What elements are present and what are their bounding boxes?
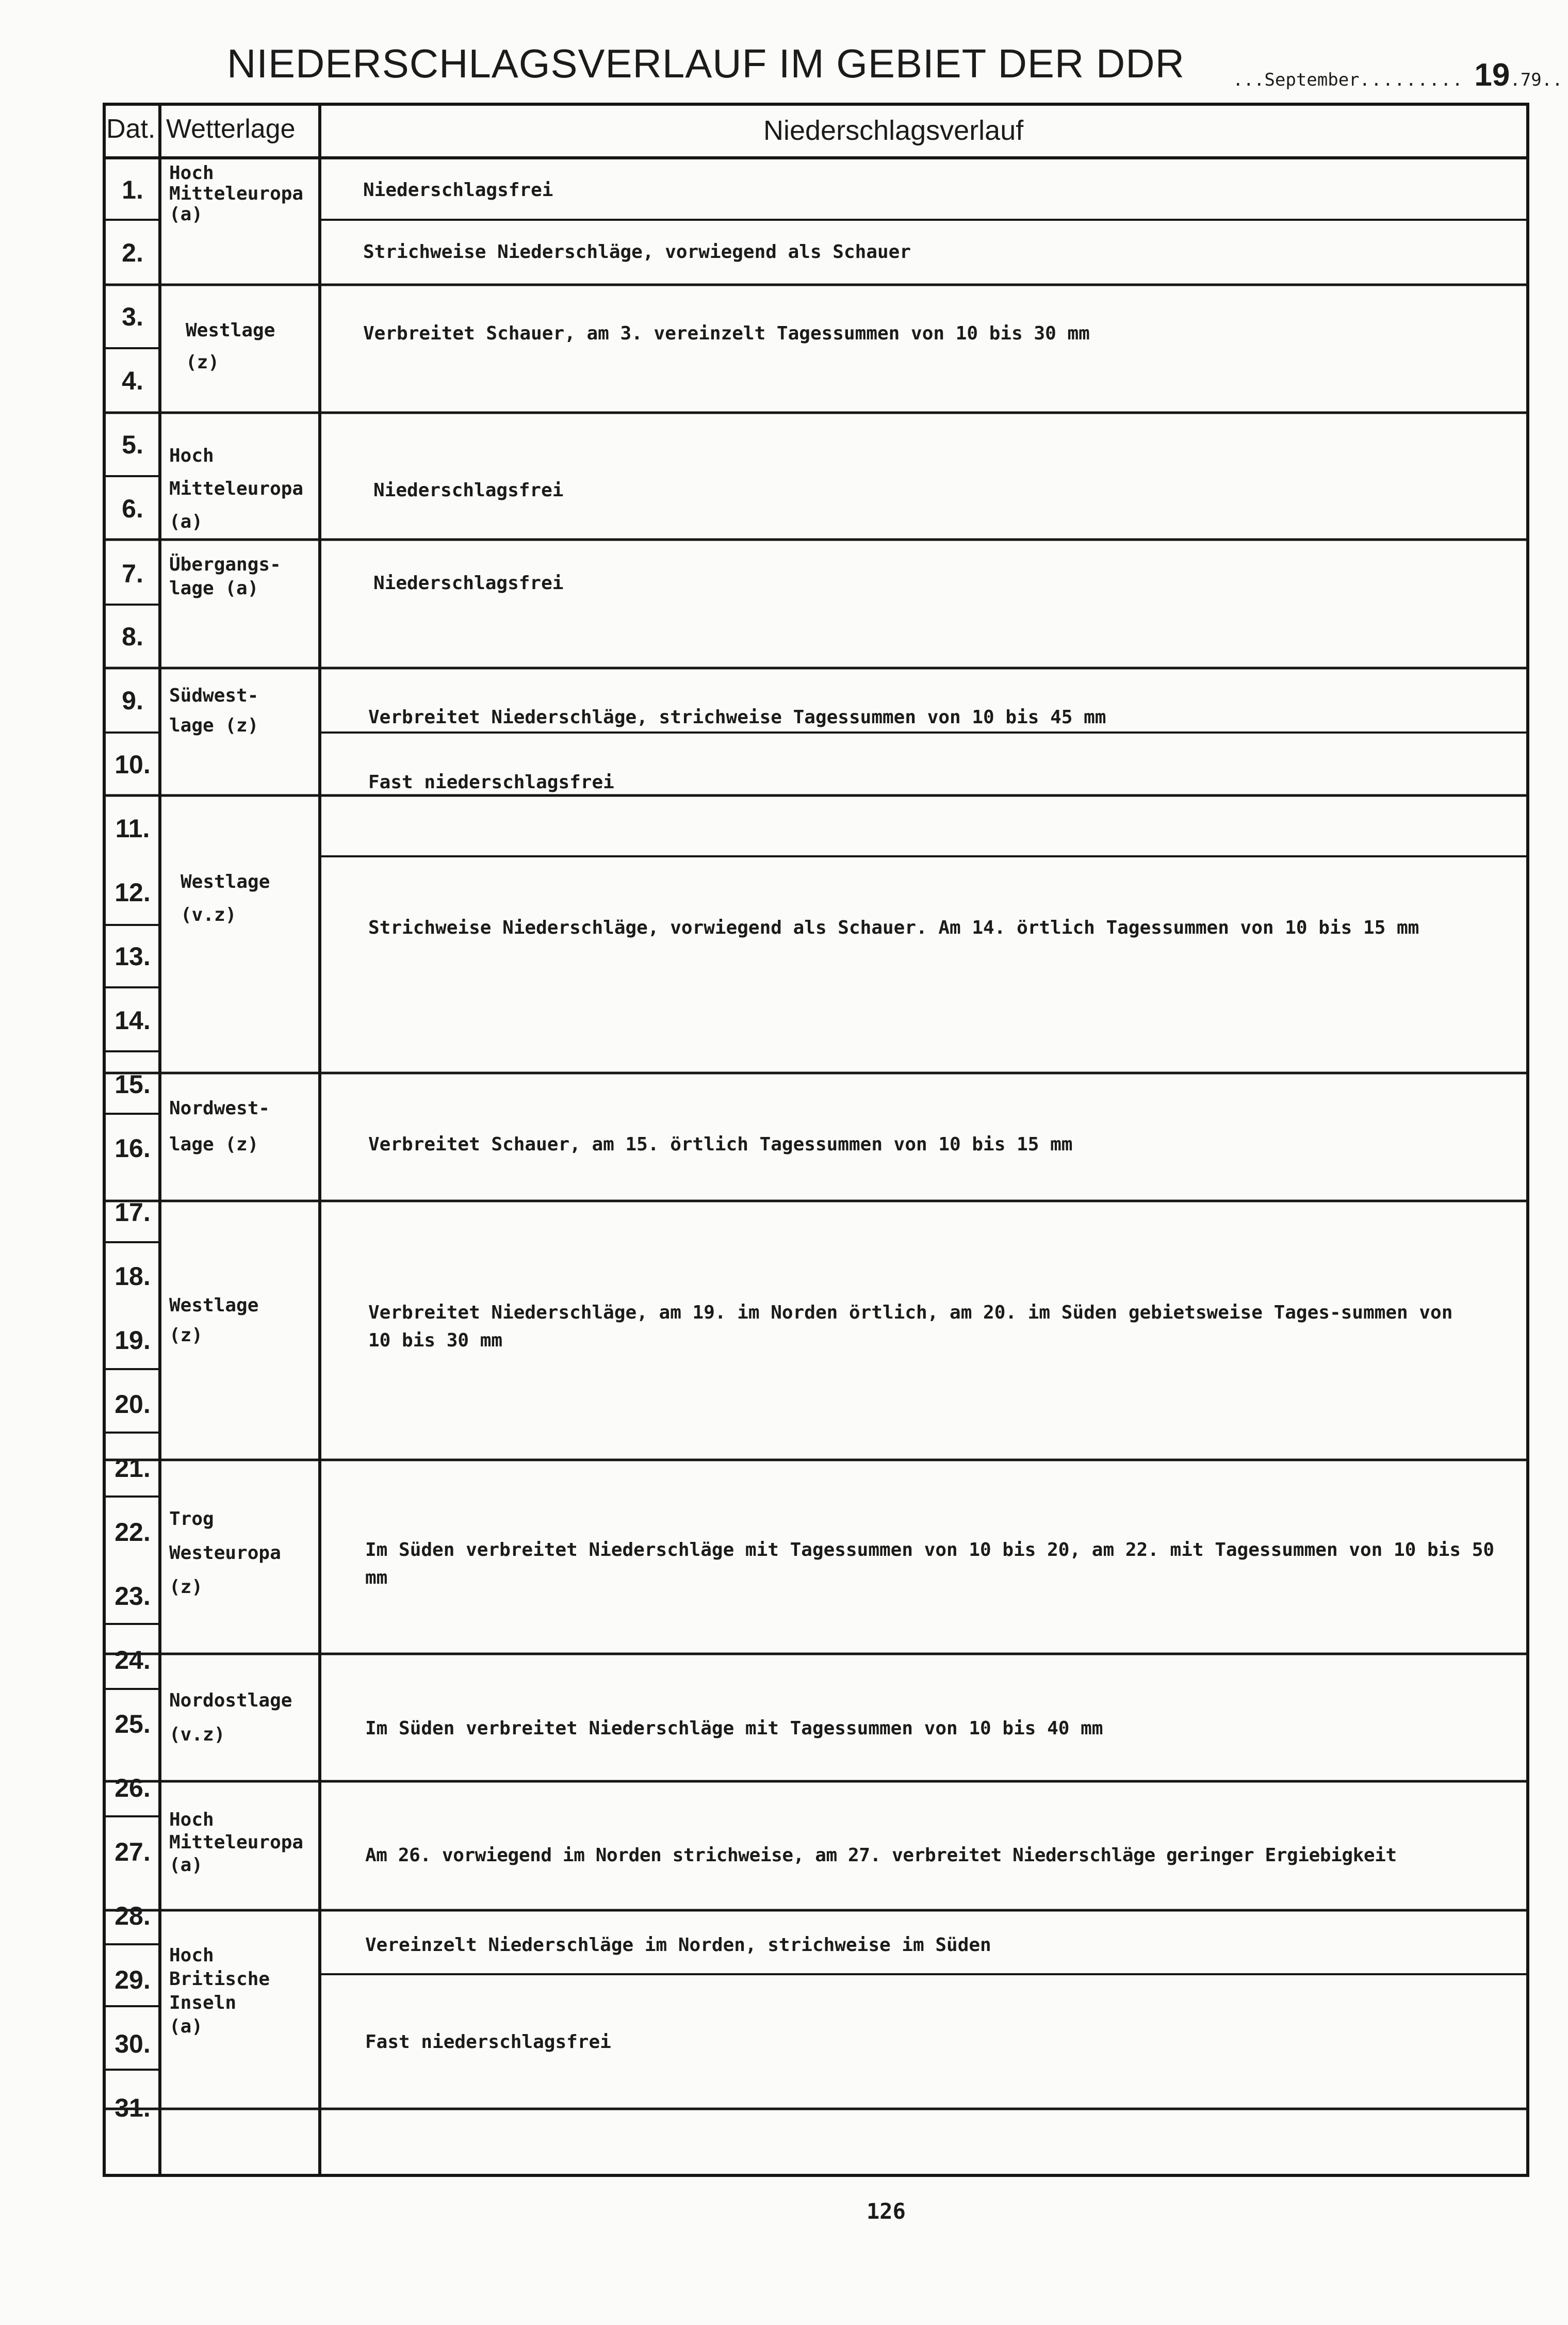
date-label: 23. — [115, 1582, 151, 1611]
precipitation-description: Verbreitet Niederschläge, strichweise Tagessummen von 10 bis 45 mm — [368, 707, 1106, 728]
date-label: 11. — [115, 814, 150, 843]
weather-situation: Westlage (z) — [169, 1295, 259, 1346]
weather-situation: Nordostlage (v.z) — [169, 1690, 292, 1745]
precipitation-description: Verbreitet Schauer, am 15. örtlich Tagessummen von 10 bis 15 mm — [368, 1134, 1073, 1155]
weather-situation: Übergangs- lage (a) — [169, 554, 281, 599]
precipitation-description: Vereinzelt Niederschläge im Norden, strichweise im Süden — [365, 1934, 991, 1956]
precipitation-description: Verbreitet Schauer, am 3. vereinzelt Tagessummen von 10 bis 30 mm — [363, 323, 1090, 344]
weather-situation: Westlage (v.z) — [181, 871, 270, 925]
date-label: 20. — [115, 1390, 151, 1419]
precipitation-description: Im Süden verbreitet Niederschläge mit Tagessummen von 10 bis 40 mm — [365, 1718, 1103, 1739]
weather-situation: Hoch Mitteleuropa (a) — [169, 1809, 304, 1876]
precipitation-description: Am 26. vorwiegend im Norden strichweise, am 27. verbreitet Niederschläge geringer Ergiebigkeit — [365, 1845, 1397, 1866]
date-label: 22. — [115, 1518, 151, 1547]
precipitation-description: Fast niederschlagsfrei — [365, 2031, 611, 2053]
date-label: 27. — [115, 1838, 151, 1866]
date-label: 14. — [115, 1006, 151, 1035]
weather-situation: Südwest- lage (z) — [169, 685, 259, 736]
header-weather: Wetterlage — [166, 114, 296, 144]
date-label: 29. — [115, 1965, 151, 1994]
weather-situation: Nordwest- lage (z) — [169, 1098, 270, 1155]
date-label: 4. — [122, 366, 143, 395]
precipitation-description: Im Süden verbreitet Niederschläge mit Tagessummen von 10 bis 20, am 22. mit Tagessummen von 10 bis 50 mm — [365, 1539, 1495, 1588]
date-label: 25. — [115, 1710, 151, 1738]
date-label: 7. — [122, 559, 143, 588]
month-year: ...September......... 19.79.. — [1233, 57, 1563, 93]
weather-situation: Trog Westeuropa (z) — [169, 1508, 281, 1598]
page-number: 126 — [867, 2199, 906, 2224]
date-label: 3. — [122, 302, 143, 331]
date-label: 31. — [115, 2093, 151, 2122]
date-label: 2. — [122, 238, 143, 267]
weather-situation: Hoch Mitteleuropa (a) — [169, 445, 304, 532]
date-label: 8. — [122, 622, 143, 651]
date-label: 24. — [115, 1646, 151, 1674]
precipitation-table — [103, 103, 1531, 2177]
date-label: 12. — [115, 878, 151, 907]
precipitation-description: Strichweise Niederschläge, vorwiegend als Schauer. Am 14. örtlich Tagessummen von 10 bis 15 mm — [368, 917, 1419, 938]
date-label: 13. — [115, 942, 151, 971]
header-date: Dat. — [106, 114, 156, 144]
precipitation-description: Fast niederschlagsfrei — [368, 772, 614, 793]
weather-situation: Westlage (z) — [186, 320, 275, 373]
date-label: 26. — [115, 1774, 151, 1802]
date-label: 10. — [115, 750, 151, 779]
date-label: 28. — [115, 1901, 151, 1930]
precipitation-description: Niederschlagsfrei — [363, 180, 553, 201]
date-label: 18. — [115, 1262, 151, 1291]
year-prefix: 19 — [1474, 57, 1510, 93]
precipitation-description: Niederschlagsfrei — [373, 480, 564, 501]
precipitation-description: Strichweise Niederschläge, vorwiegend als Schauer — [363, 241, 911, 263]
date-label: 5. — [122, 430, 143, 459]
date-label: 1. — [122, 175, 143, 204]
date-label: 6. — [122, 494, 143, 523]
month: September — [1264, 70, 1360, 90]
weather-situation: Hoch Mitteleuropa (a) — [169, 162, 304, 225]
header-precipitation: Niederschlagsverlauf — [763, 115, 1024, 146]
date-label: 9. — [122, 686, 143, 715]
date-label: 21. — [115, 1454, 151, 1483]
page-title: NIEDERSCHLAGSVERLAUF IM GEBIET DER DDR — [227, 41, 1185, 86]
precipitation-description: Niederschlagsfrei — [373, 573, 564, 594]
weather-situation: Hoch Britische Inseln (a) — [169, 1945, 270, 2037]
date-label: 19. — [115, 1326, 151, 1355]
date-label: 16. — [115, 1134, 151, 1163]
date-label: 15. — [115, 1070, 151, 1099]
date-label: 17. — [115, 1198, 151, 1227]
date-label: 30. — [115, 2029, 151, 2058]
precipitation-description: Verbreitet Niederschläge, am 19. im Norden örtlich, am 20. im Süden gebietsweise Tages-summen von 10 bis 30 mm — [368, 1302, 1453, 1351]
year-suffix: .79 — [1510, 70, 1542, 90]
